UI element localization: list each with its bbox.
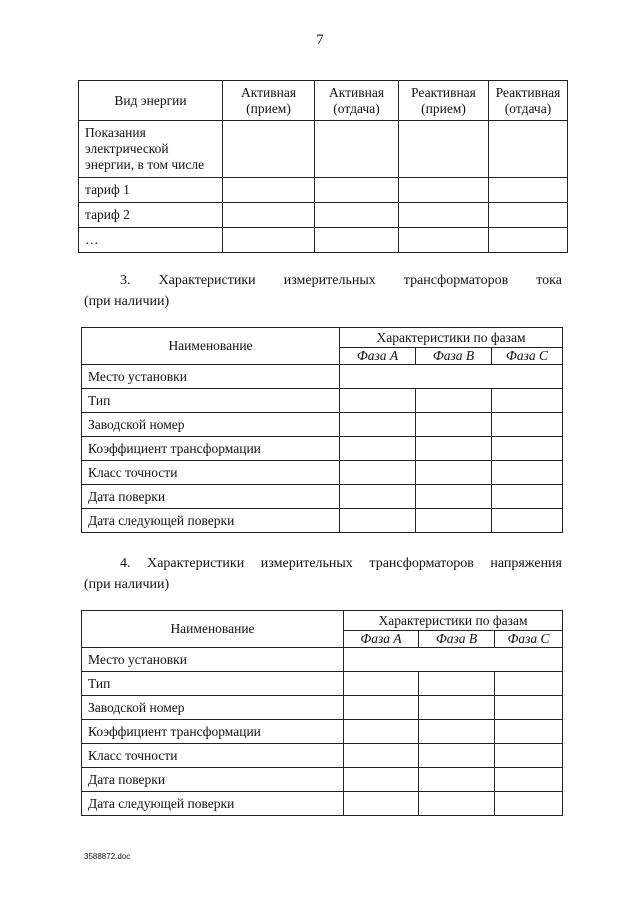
row-label: Заводской номер xyxy=(82,696,344,720)
table-row xyxy=(82,744,563,768)
table-cell xyxy=(223,228,315,253)
table-row xyxy=(82,365,563,389)
table-row xyxy=(82,485,563,509)
header-phase-a: Фаза А xyxy=(340,348,416,365)
energy-readings-table xyxy=(78,80,568,253)
table-cell xyxy=(344,648,563,672)
table-cell xyxy=(495,768,563,792)
table-cell xyxy=(399,203,489,228)
table-cell xyxy=(419,696,495,720)
row-label: Класс точности xyxy=(82,744,344,768)
table-cell xyxy=(340,509,416,533)
row-label: Коэффициент трансформации xyxy=(82,437,340,461)
table-cell xyxy=(344,768,419,792)
table-row xyxy=(82,672,563,696)
row-label: Дата следующей поверки xyxy=(82,509,340,533)
table-header-row xyxy=(82,611,563,631)
table-cell xyxy=(340,437,416,461)
table-cell xyxy=(492,485,563,509)
row-label: Класс точности xyxy=(82,461,340,485)
table-cell xyxy=(489,121,568,178)
table-cell xyxy=(492,461,563,485)
table-cell xyxy=(344,744,419,768)
table-cell xyxy=(419,720,495,744)
table-cell xyxy=(419,672,495,696)
table-cell xyxy=(489,203,568,228)
table-cell xyxy=(340,365,563,389)
table-cell xyxy=(495,696,563,720)
row-label: Тип xyxy=(82,672,344,696)
row-label: … xyxy=(79,228,223,253)
table-row xyxy=(82,720,563,744)
row-label: Дата поверки xyxy=(82,485,340,509)
table-row xyxy=(79,228,568,253)
header-active-receive: Активная (прием) xyxy=(223,81,315,121)
table-cell xyxy=(419,768,495,792)
table-cell xyxy=(399,228,489,253)
table-row xyxy=(79,121,568,178)
table-cell xyxy=(315,178,399,203)
table-header-row xyxy=(79,81,568,121)
row-label: Дата следующей поверки xyxy=(82,792,344,816)
row-label: Тип xyxy=(82,389,340,413)
table-row xyxy=(82,413,563,437)
table-row xyxy=(82,509,563,533)
table-row xyxy=(79,203,568,228)
table-cell xyxy=(489,228,568,253)
table-cell xyxy=(495,720,563,744)
header-phase-b: Фаза В xyxy=(416,348,492,365)
table-cell xyxy=(223,203,315,228)
header-phase-group: Характеристики по фазам xyxy=(340,328,563,348)
table-cell xyxy=(416,485,492,509)
row-label: Заводской номер xyxy=(82,413,340,437)
table-cell xyxy=(492,389,563,413)
header-name: Наименование xyxy=(82,328,340,365)
section-4-note: (при наличии) xyxy=(84,577,170,592)
header-phase-group: Характеристики по фазам xyxy=(344,611,563,631)
table-row xyxy=(82,648,563,672)
header-active-output: Активная (отдача) xyxy=(315,81,399,121)
table-cell xyxy=(223,121,315,178)
table-row xyxy=(82,461,563,485)
row-label: Показания электрической энергии, в том числе xyxy=(79,121,223,178)
table-cell xyxy=(340,413,416,437)
current-transformers-table xyxy=(81,327,563,533)
table-cell xyxy=(340,485,416,509)
row-label: Коэффициент трансформации xyxy=(82,720,344,744)
table-row xyxy=(82,696,563,720)
table-cell xyxy=(495,672,563,696)
header-energy-type: Вид энергии xyxy=(79,81,223,121)
header-phase-c: Фаза С xyxy=(495,631,563,648)
section-4-title: 4. Характеристики измерительных трансформаторов напряжения xyxy=(120,556,562,571)
table-cell xyxy=(315,121,399,178)
table-cell xyxy=(416,413,492,437)
table-cell xyxy=(489,178,568,203)
page-number: 7 xyxy=(316,32,324,48)
row-label: тариф 2 xyxy=(79,203,223,228)
table-cell xyxy=(399,121,489,178)
table-cell xyxy=(419,744,495,768)
table-cell xyxy=(223,178,315,203)
row-label: Место установки xyxy=(82,365,340,389)
table-row xyxy=(82,389,563,413)
table-cell xyxy=(315,203,399,228)
table-cell xyxy=(344,696,419,720)
table-row xyxy=(82,437,563,461)
section-3-note: (при наличии) xyxy=(84,294,170,309)
table-cell xyxy=(416,509,492,533)
header-reactive-receive: Реактивная (прием) xyxy=(399,81,489,121)
voltage-transformers-table xyxy=(81,610,563,816)
table-cell xyxy=(399,178,489,203)
header-reactive-output: Реактивная (отдача) xyxy=(489,81,568,121)
document-filename: 3588872.doc xyxy=(84,852,131,861)
table-cell xyxy=(344,720,419,744)
header-name: Наименование xyxy=(82,611,344,648)
table-row xyxy=(82,792,563,816)
table-cell xyxy=(416,461,492,485)
table-cell xyxy=(495,744,563,768)
table-cell xyxy=(416,389,492,413)
row-label: Дата поверки xyxy=(82,768,344,792)
section-3-title: 3. Характеристики измерительных трансформаторов тока xyxy=(120,273,562,288)
table-cell xyxy=(344,672,419,696)
header-phase-c: Фаза С xyxy=(492,348,563,365)
table-cell xyxy=(340,461,416,485)
row-label: Место установки xyxy=(82,648,344,672)
table-row xyxy=(79,178,568,203)
section-4-heading xyxy=(84,553,562,595)
table-cell xyxy=(315,228,399,253)
table-cell xyxy=(340,389,416,413)
table-cell xyxy=(495,792,563,816)
table-cell xyxy=(492,413,563,437)
header-phase-b: Фаза В xyxy=(419,631,495,648)
header-phase-a: Фаза А xyxy=(344,631,419,648)
table-cell xyxy=(492,437,563,461)
section-3-heading xyxy=(84,270,562,312)
table-cell xyxy=(344,792,419,816)
table-header-row xyxy=(82,328,563,348)
table-row xyxy=(82,768,563,792)
table-cell xyxy=(416,437,492,461)
row-label: тариф 1 xyxy=(79,178,223,203)
table-cell xyxy=(419,792,495,816)
table-cell xyxy=(492,509,563,533)
